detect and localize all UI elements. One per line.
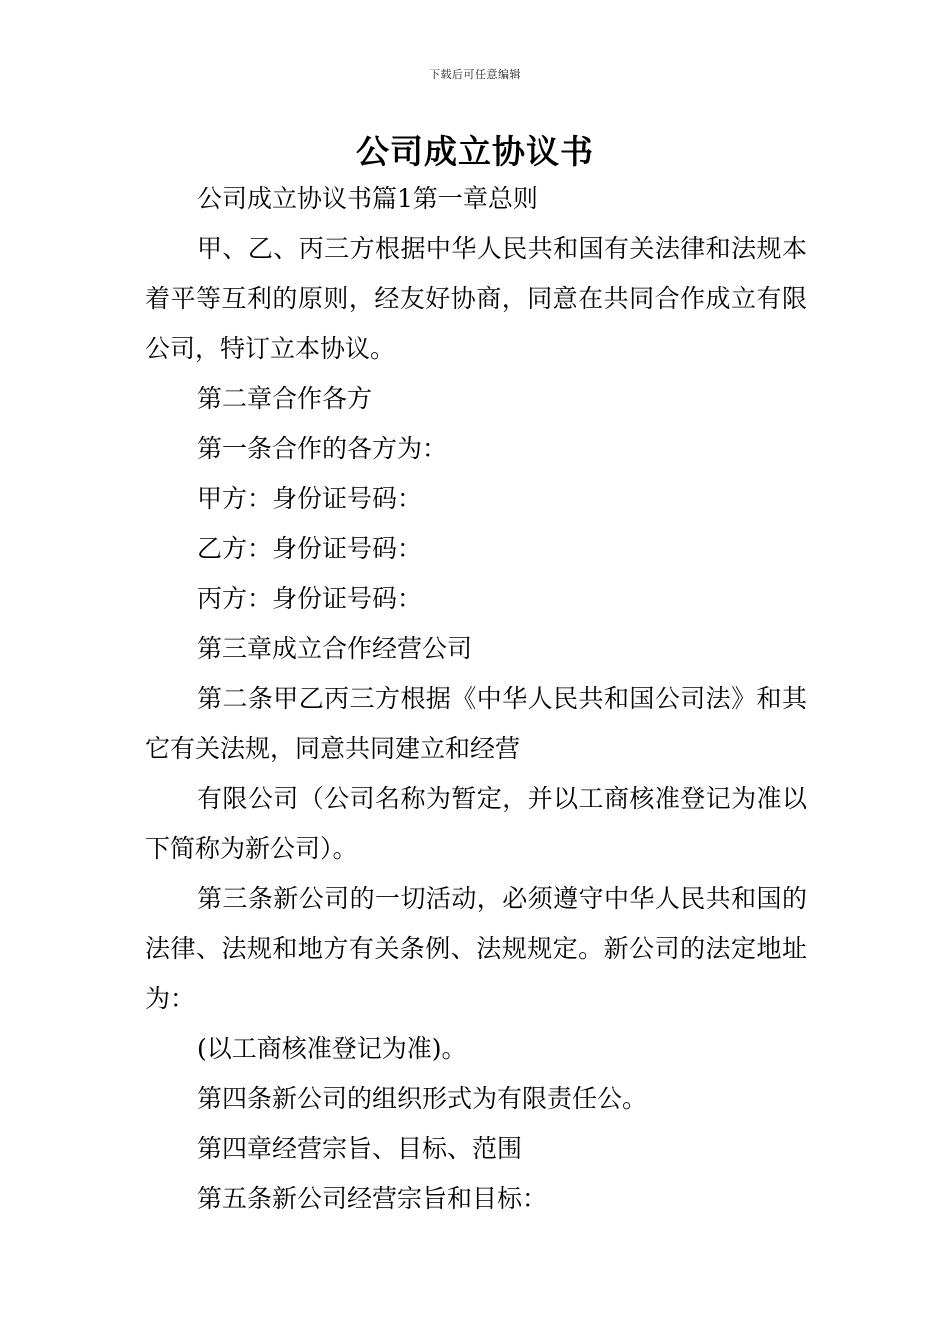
paragraph-party-c: 丙方：身份证号码： (197, 584, 423, 613)
paragraph-article-5: 第五条新公司经营宗旨和目标： (197, 1184, 548, 1213)
document-title: 公司成立协议书 (356, 132, 594, 171)
paragraph-article-2: 第二条甲乙丙三方根据《中华人民共和国公司法》和其它有关法规，同意共同建立和经营 (145, 684, 807, 763)
paragraph-article-3: 第三条新公司的一切活动，必须遵守中华人民共和国的法律、法规和地方有关条例、法规规定。新公司的法定地址为： (145, 884, 807, 1013)
paragraph-company-name: 有限公司（公司名称为暂定，并以工商核准登记为准以下简称为新公司）。 (145, 784, 807, 863)
paragraph-article-1: 第一条合作的各方为： (197, 434, 448, 463)
paragraph-party-b: 乙方：身份证号码： (197, 534, 423, 563)
paragraph-chapter-4: 第四章经营宗旨、目标、范围 (197, 1134, 523, 1163)
paragraph-party-a: 甲方：身份证号码： (197, 484, 423, 513)
document-body (145, 174, 807, 1224)
paragraph-chapter-2: 第二章合作各方 (197, 384, 373, 413)
paragraph-registration-note: (以工商核准登记为准)。 (197, 1034, 467, 1063)
paragraph-chapter-1: 公司成立协议书篇1第一章总则 (197, 184, 538, 213)
paragraph-article-4: 第四条新公司的组织形式为有限责任公。 (197, 1084, 648, 1113)
paragraph-preamble: 甲、乙、丙三方根据中华人民共和国有关法律和法规本着平等互利的原则，经友好协商，同意在共同合作成立有限公司，特订立本协议。 (145, 234, 807, 363)
header-note: 下载后可任意编辑 (429, 68, 521, 81)
paragraph-chapter-3: 第三章成立合作经营公司 (197, 634, 473, 663)
